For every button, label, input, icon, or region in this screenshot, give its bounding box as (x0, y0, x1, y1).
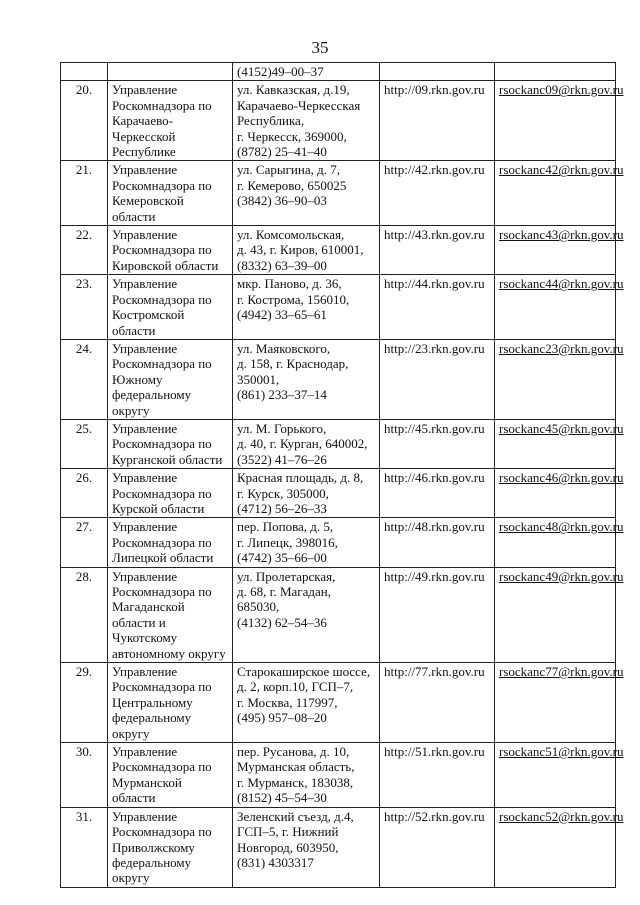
email-link[interactable]: rsockanc09@rkn.gov.ru (495, 81, 616, 161)
table-row (61, 63, 616, 81)
row-number-cell: 24. (61, 339, 108, 419)
address-cell: ул. Кавказская, д.19, Карачаево-Черкесская Республика, г. Черкесск, 369000, (8782) 25–41–40 (233, 81, 380, 161)
row-number-cell: 22. (61, 226, 108, 275)
row-number-cell: 29. (61, 663, 108, 743)
contacts-table-body (61, 63, 624, 888)
address-cell: ул. Пролетарская, д. 68, г. Магадан, 685030, (4132) 62–54–36 (233, 567, 380, 662)
address-cell: Красная площадь, д. 8, г. Курск, 305000, (4712) 56–26–33 (233, 469, 380, 518)
address-cell: Старокаширское шоссе, д. 2, корп.10, ГСП–7, г. Москва, 117997, (495) 957–08–20 (233, 663, 380, 743)
address-cell: (4152)49–00–37 (233, 63, 380, 81)
row-number-cell: 23. (61, 275, 108, 340)
table-row (61, 518, 616, 567)
table-row (61, 807, 616, 887)
organization-cell: Управление Роскомнадзора по Карачаево- Черкесской Республике (108, 81, 233, 161)
organization-cell: Управление Роскомнадзора по Магаданской области и Чукотскому автономному округу (108, 567, 233, 662)
email-link[interactable]: rsockanc49@rkn.gov.ru (495, 567, 616, 662)
address-cell: ул. Сарыгина, д. 7, г. Кемерово, 650025 (3842) 36–90–03 (233, 161, 380, 226)
organization-cell: Управление Роскомнадзора по Кировской области (108, 226, 233, 275)
email-link[interactable]: rsockanc43@rkn.gov.ru (495, 226, 616, 275)
table-row (61, 226, 616, 275)
table-row (61, 81, 616, 161)
address-cell: пер. Русанова, д. 10, Мурманская область, г. Мурманск, 183038, (8152) 45–54–30 (233, 743, 380, 808)
website-link[interactable]: http://46.rkn.gov.ru (380, 469, 495, 518)
website-link[interactable]: http://44.rkn.gov.ru (380, 275, 495, 340)
organization-cell: Управление Роскомнадзора по Курской области (108, 469, 233, 518)
table-row (61, 663, 616, 743)
website-link[interactable]: http://49.rkn.gov.ru (380, 567, 495, 662)
row-number-cell (61, 63, 108, 81)
table-row (61, 469, 616, 518)
email-link[interactable]: rsockanc23@rkn.gov.ru (495, 339, 616, 419)
table-row (61, 419, 616, 468)
email-link[interactable]: rsockanc46@rkn.gov.ru (495, 469, 616, 518)
organization-cell: Управление Роскомнадзора по Южному федеральному округу (108, 339, 233, 419)
email-link[interactable]: rsockanc77@rkn.gov.ru (495, 663, 616, 743)
website-link[interactable]: http://09.rkn.gov.ru (380, 81, 495, 161)
row-number-cell: 20. (61, 81, 108, 161)
website-link[interactable]: http://51.rkn.gov.ru (380, 743, 495, 808)
address-cell: ул. Комсомольская, д. 43, г. Киров, 610001, (8332) 63–39–00 (233, 226, 380, 275)
email-link[interactable]: rsockanc45@rkn.gov.ru (495, 419, 616, 468)
website-link (380, 63, 495, 81)
email-link[interactable]: rsockanc48@rkn.gov.ru (495, 518, 616, 567)
address-cell: Зеленский съезд, д.4, ГСП–5, г. Нижний Новгород, 603950, (831) 4303317 (233, 807, 380, 887)
address-cell: ул. М. Горького, д. 40, г. Курган, 640002, (3522) 41–76–26 (233, 419, 380, 468)
email-link (495, 63, 616, 81)
organization-cell: Управление Роскомнадзора по Липецкой области (108, 518, 233, 567)
email-link[interactable]: rsockanc52@rkn.gov.ru (495, 807, 616, 887)
organization-cell: Управление Роскомнадзора по Приволжскому федеральному округу (108, 807, 233, 887)
website-link[interactable]: http://45.rkn.gov.ru (380, 419, 495, 468)
table-row (61, 161, 616, 226)
table-row (61, 567, 616, 662)
organization-cell: Управление Роскомнадзора по Костромской области (108, 275, 233, 340)
website-link[interactable]: http://43.rkn.gov.ru (380, 226, 495, 275)
page-number: 35 (311, 38, 329, 57)
table-row (61, 275, 616, 340)
row-number-cell: 25. (61, 419, 108, 468)
email-link[interactable]: rsockanc51@rkn.gov.ru (495, 743, 616, 808)
row-number-cell: 27. (61, 518, 108, 567)
row-number-cell: 30. (61, 743, 108, 808)
organization-cell (108, 63, 233, 81)
address-cell: мкр. Паново, д. 36, г. Кострома, 156010, (4942) 33–65–61 (233, 275, 380, 340)
organization-cell: Управление Роскомнадзора по Кемеровской области (108, 161, 233, 226)
website-link[interactable]: http://77.rkn.gov.ru (380, 663, 495, 743)
contacts-table (60, 62, 624, 888)
row-number-cell: 28. (61, 567, 108, 662)
organization-cell: Управление Роскомнадзора по Курганской области (108, 419, 233, 468)
organization-cell: Управление Роскомнадзора по Мурманской области (108, 743, 233, 808)
table-row (61, 743, 616, 808)
organization-cell: Управление Роскомнадзора по Центральному федеральному округу (108, 663, 233, 743)
website-link[interactable]: http://42.rkn.gov.ru (380, 161, 495, 226)
table-row (61, 339, 616, 419)
email-link[interactable]: rsockanc42@rkn.gov.ru (495, 161, 616, 226)
website-link[interactable]: http://48.rkn.gov.ru (380, 518, 495, 567)
website-link[interactable]: http://52.rkn.gov.ru (380, 807, 495, 887)
address-cell: пер. Попова, д. 5, г. Липецк, 398016, (4742) 35–66–00 (233, 518, 380, 567)
email-link[interactable]: rsockanc44@rkn.gov.ru (495, 275, 616, 340)
website-link[interactable]: http://23.rkn.gov.ru (380, 339, 495, 419)
row-number-cell: 21. (61, 161, 108, 226)
address-cell: ул. Маяковского, д. 158, г. Краснодар, 350001, (861) 233–37–14 (233, 339, 380, 419)
row-number-cell: 31. (61, 807, 108, 887)
row-number-cell: 26. (61, 469, 108, 518)
